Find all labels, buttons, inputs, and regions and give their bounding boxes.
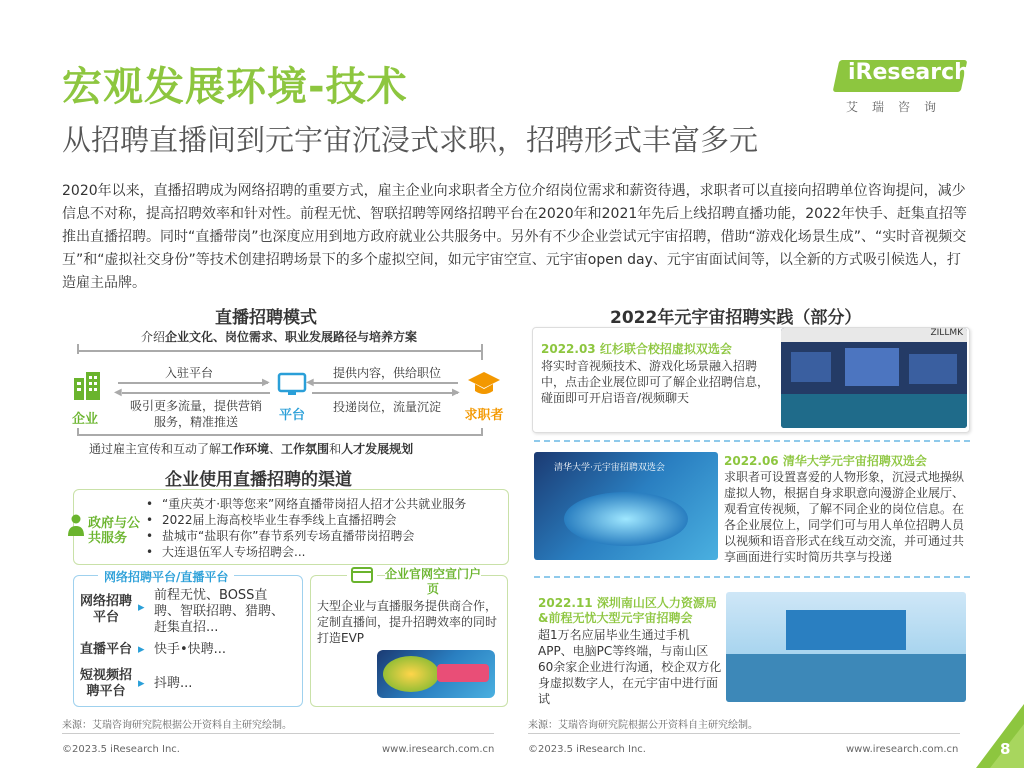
livestream-screenshot: [377, 650, 495, 698]
case-title: 2022.03 红杉联合校招虚拟双选会: [541, 342, 732, 356]
page-subtitle: 从招聘直播间到元宇宙沉浸式求职，招聘形式丰富多元: [62, 123, 759, 157]
bottom-prefix: 通过雇主宣传和互动了解: [89, 442, 222, 456]
enterprise-label: 企业: [72, 412, 99, 427]
model-bottom-flow: [75, 428, 485, 458]
source-note-right: 来源：艾瑞咨询研究院根据公开资料自主研究绘制。: [528, 720, 758, 731]
platform-row-value: 前程无忧、BOSS直聘、智联招聘、猎聘、赶集直招...: [154, 588, 285, 635]
case-screenshot: [781, 328, 967, 428]
platforms-title: 网络招聘平台/直播平台: [98, 568, 234, 585]
government-item: • 盐城市“盐职有你”春节系列专场直播带岗招聘会: [144, 528, 504, 544]
channels-heading: 企业使用直播招聘的渠道: [165, 470, 352, 490]
case-card: [532, 590, 970, 706]
platform-row-label: 网络招聘平台: [79, 594, 132, 625]
platform-row-value: 快手•快聘...: [154, 642, 227, 657]
bottom-bold-2: 工作氛围: [281, 442, 330, 456]
model-heading: 直播招聘模式: [215, 308, 317, 328]
intro-paragraph: 2020年以来，直播招聘成为网络招聘的重要方式，雇主企业向求职者全方位介绍岗位需求和薪资待遇，求职者可以直接向招聘单位咨询提问，减少信息不对称，提高招聘效率和针对性。前程无忧、智联招聘等网络招聘平台在2020年和2021年先后上线招聘直播功能，2022年快手、赶集直招等推出直播招聘。同时“直播带岗”也深度应用到地方政府就业公共服务中。另外有不少企业尝试元宇宙招聘，借助“游戏化场景生成”、“实时音视频交互”和“虚拟社交身份”等技术创建招聘场景下的多个虚拟空间，如元宇宙空宣、元宇宙open day、元宇宙面试间等，以全新的方式吸引候选人，打造雇主品牌。: [62, 183, 967, 291]
left-bottom-label: 吸引更多流量，提供营销服务，精准推送: [129, 399, 262, 429]
case-title: 2022.11 深圳南山区人力资源局&前程无忧大型元宇宙招聘会: [538, 596, 717, 625]
model-top-bold: 企业文化、岗位需求、职业发展路径与培养方案: [165, 330, 418, 344]
platform-row-value: 抖聘...: [154, 676, 193, 691]
official-site-box: [310, 567, 508, 707]
url-left: www.iresearch.com.cn: [382, 744, 495, 755]
right-top-label: 提供内容，供给职位: [333, 366, 442, 380]
bottom-sep-1: 、: [269, 442, 282, 456]
government-item: • 2022届上海高校毕业生春季线上直播招聘会: [144, 512, 504, 528]
source-note-left: 来源：艾瑞咨询研究院根据公开资料自主研究绘制。: [62, 720, 292, 731]
platform-row-label: 直播平台: [79, 642, 132, 657]
platform-label: 平台: [278, 408, 305, 423]
government-channel-box: [73, 489, 509, 565]
case-title: 2022.06 清华大学元宇宙招聘双选会: [724, 454, 927, 468]
model-top-prefix: 介绍: [141, 330, 166, 344]
platform-row-label: 短视频招聘平台: [79, 668, 132, 699]
case-text: 求职者可设置喜爱的人物形象，沉浸式地操纵虚拟人物，根据自身求职意向漫游企业展厅、观看宣传视频，了解不同企业的岗位信息。在各企业展位上，同学们可与用人单位招聘人员以视频和语音形式在线互动交流，并可通过共享画面进行实时简历共享与投递: [724, 470, 965, 564]
government-list: [144, 496, 504, 560]
official-site-text: 大型企业与直播服务提供商合作，定制直播间，提升招聘效率的同时打造EVP: [317, 599, 498, 645]
case-text: 将实时音视频技术、游戏化场景融入招聘中，点击企业展位即可了解企业招聘信息，碰面即可开启语音/视频聊天: [541, 359, 770, 405]
chevron-right-icon: ▸: [138, 676, 145, 691]
chevron-right-icon: ▸: [138, 600, 145, 615]
case-screenshot: [726, 592, 966, 702]
url-right: www.iresearch.com.cn: [846, 744, 959, 755]
platform-node: [274, 372, 310, 422]
case-screenshot: [534, 452, 718, 560]
enterprise-node: [72, 370, 110, 427]
copyright-left: ©2023.5 iResearch Inc.: [62, 744, 180, 755]
building-icon: [72, 370, 104, 400]
platforms-box: [73, 570, 303, 707]
left-top-label: 入驻平台: [165, 366, 214, 380]
logo-tagline: 艾瑞咨询: [846, 100, 951, 114]
government-label: 政府与公共服务: [88, 516, 141, 546]
screenshot-brand: ZILLMK: [781, 328, 967, 342]
meta-heading: 2022年元宇宙招聘实践（部分）: [610, 308, 862, 328]
model-top-flow: [75, 326, 485, 352]
screenshot-caption: 清华大学·元宇宙招聘双选会: [554, 463, 665, 473]
government-item: • 大连退伍军人专场招聘会...: [144, 544, 504, 560]
browser-icon: [347, 567, 377, 585]
bottom-bold-1: 工作环境: [221, 442, 270, 456]
iresearch-logo: [836, 60, 970, 118]
page-number: 8: [1000, 740, 1011, 758]
chevron-right-icon: ▸: [138, 642, 145, 657]
official-site-title: 企业官网空宣门户页: [385, 567, 482, 596]
monitor-icon: [277, 372, 307, 396]
case-text: 超1万名应届毕业生通过手机APP、电脑PC等终端，与南山区60余家企业进行沟通，校企双方化身虚拟数字人，在元宇宙中进行面试: [538, 628, 722, 706]
case-card: [532, 327, 970, 433]
jobseeker-node: [460, 370, 508, 424]
case-divider: [534, 576, 970, 578]
graduation-cap-icon: [467, 370, 501, 398]
bottom-sep-2: 和: [329, 442, 342, 456]
government-icon: [68, 514, 84, 534]
case-divider: [534, 440, 970, 442]
case-card: [530, 450, 970, 566]
jobseeker-label: 求职者: [464, 408, 504, 423]
government-item: • “重庆英才·职等您来”网络直播带岗招人招才公共就业服务: [144, 496, 504, 512]
logo-word: iResearch: [848, 60, 970, 85]
page-title: 宏观发展环境-技术: [62, 64, 408, 110]
copyright-right: ©2023.5 iResearch Inc.: [528, 744, 646, 755]
right-bottom-label: 投递岗位，流量沉淀: [333, 400, 442, 414]
bottom-bold-3: 人才发展规划: [341, 442, 414, 456]
page-number-corner: [976, 704, 1024, 768]
